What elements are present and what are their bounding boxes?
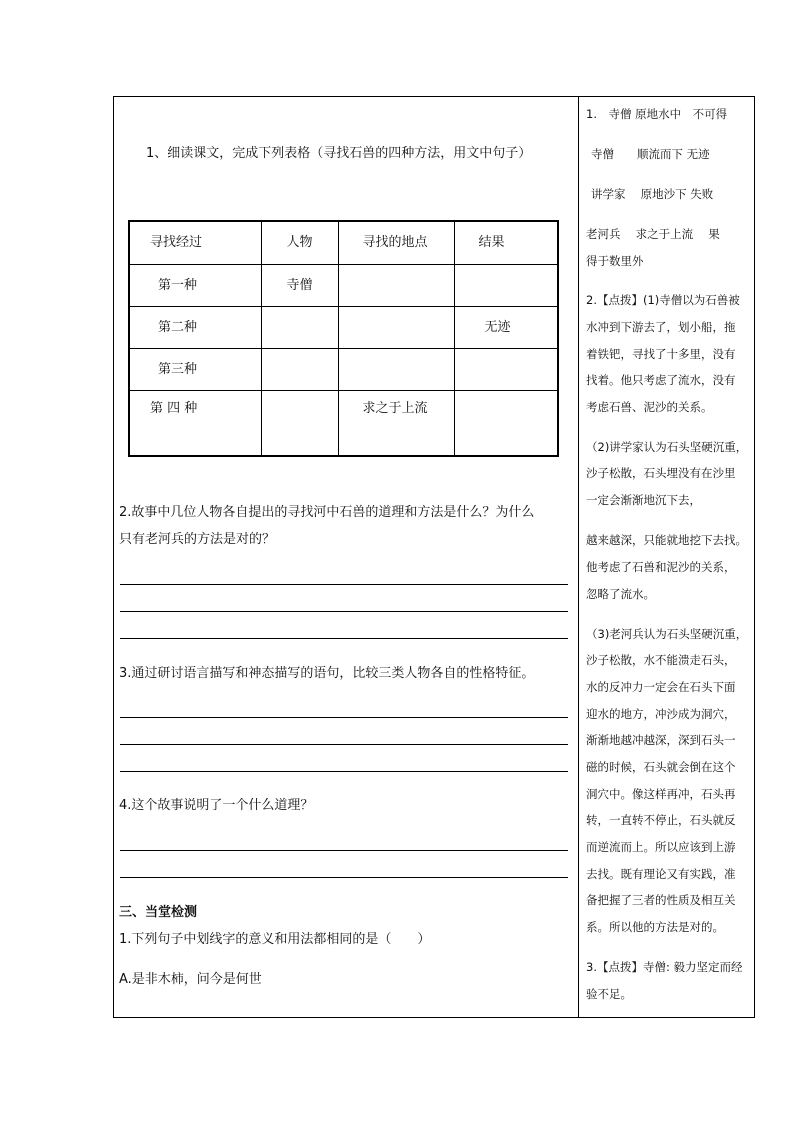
table-cell: 求之于上流: [338, 391, 454, 457]
table-cell: [261, 391, 338, 457]
answer-2-line: 而逆流而上。所以应该到上游: [586, 840, 736, 854]
answer-2-line: 磁的时候，石头就会倒在这个: [586, 760, 736, 774]
table-cell: [338, 349, 454, 391]
answer-line: [120, 771, 568, 772]
table-header-cell: 寻找经过: [129, 221, 261, 265]
table-cell: [338, 307, 454, 349]
answer-2-line: 一定会渐渐地沉下去，: [586, 493, 701, 507]
question-2-line-1: 2.故事中几位人物各自提出的寻找河中石兽的道理和方法是什么？为什么: [119, 505, 535, 520]
option-a: A.是非木柿，问今是何世: [119, 972, 262, 987]
table-cell: [261, 307, 338, 349]
question-3: 3.通过研讨语言描写和神态描写的语句，比较三类人物各自的性格特征。: [119, 666, 535, 681]
answer-1-line: 寺僧 顺流而下 无迹: [591, 147, 710, 161]
table-row: [129, 391, 558, 457]
table-cell: 第三种: [129, 349, 261, 391]
answer-2-line: 水的反冲力一定会在石头下面: [586, 680, 736, 694]
answer-2-line: 洞穴中。像这样再冲，石头再: [586, 787, 736, 801]
question-1: 1、细读课文，完成下列表格（寻找石兽的四种方法，用文中句子）: [146, 146, 532, 161]
table-row: [129, 265, 558, 307]
answer-1-line: 得于数里外: [586, 254, 644, 268]
answer-2-line: （3)老河兵认为石头坚硬沉重，: [586, 627, 748, 641]
answer-line: [120, 717, 568, 718]
test-question-1: 1.下列句子中划线字的意义和用法都相同的是（ ）: [119, 932, 431, 947]
answer-1-line: 1. 寺僧 原地水中 不可得: [586, 107, 728, 121]
section-3-title: 三、当堂检测: [119, 905, 198, 920]
answer-3-line: 3.【点拨】寺僧: 毅力坚定而经: [586, 960, 743, 974]
answer-2-line: 渐渐地越冲越深，深到石头一: [586, 733, 736, 747]
table-header-cell: 寻找的地点: [338, 221, 454, 265]
answer-line: [120, 638, 568, 639]
answer-2-line: 去找。既有理论又有实践，准: [586, 867, 736, 881]
answer-1-line: 老河兵 求之于上流 果: [586, 227, 720, 241]
table-cell: 无迹: [454, 307, 558, 349]
table-row: [129, 349, 558, 391]
answer-3-line: 验不足。: [586, 987, 632, 1001]
answer-2-line: 找着。他只考虑了流水，没有: [586, 373, 736, 387]
column-divider: [578, 96, 579, 1018]
table-cell: 第二种: [129, 307, 261, 349]
answer-line: [120, 584, 568, 585]
answer-2-line: 2.【点拨】(1)寺僧以为石兽被: [586, 293, 740, 307]
table-header-cell: 人物: [261, 221, 338, 265]
answer-2-line: 越来越深，只能就地挖下去找。: [586, 533, 747, 547]
table-cell: 寺僧: [261, 265, 338, 307]
answer-2-line: 迎水的地方，冲沙成为洞穴，: [586, 707, 736, 721]
answer-2-line: 备把握了三者的性质及相互关: [586, 893, 736, 907]
table-cell: [261, 349, 338, 391]
table-cell: [454, 349, 558, 391]
table-header-row: [129, 221, 558, 265]
table-cell: 第 四 种: [129, 391, 261, 457]
answer-2-line: 水冲到下游去了，划小船，拖: [586, 320, 736, 334]
answer-2-line: 忽略了流水。: [586, 587, 655, 601]
answer-2-line: 着铁钯，寻找了十多里，没有: [586, 347, 736, 361]
table-cell: 第一种: [129, 265, 261, 307]
answer-line: [120, 611, 568, 612]
table-row: [129, 307, 558, 349]
table-header-cell: 结果: [454, 221, 558, 265]
answer-line: [120, 877, 568, 878]
table-cell: [454, 265, 558, 307]
answer-2-line: 沙子松散，水不能溃走石头，: [586, 653, 736, 667]
table-cell: [338, 265, 454, 307]
answer-2-line: 沙子松散，石头埋没有在沙里: [586, 466, 736, 480]
table-cell: [454, 391, 558, 457]
question-2-line-2: 只有老河兵的方法是对的？: [119, 532, 276, 547]
answer-1-line: 讲学家 原地沙下 失败: [591, 187, 714, 201]
answer-2-line: 他考虑了石兽和泥沙的关系，: [586, 560, 736, 574]
answer-2-line: 系。所以他的方法是对的。: [586, 920, 724, 934]
question-4: 4.这个故事说明了一个什么道理？: [119, 798, 314, 813]
answer-line: [120, 850, 568, 851]
search-methods-table: [128, 220, 559, 457]
answer-2-line: 转，一直转不停止，石头就反: [586, 813, 736, 827]
answer-line: [120, 744, 568, 745]
answer-2-line: 考虑石兽、泥沙的关系。: [586, 400, 713, 414]
answer-2-line: （2)讲学家认为石头坚硬沉重，: [586, 440, 748, 454]
